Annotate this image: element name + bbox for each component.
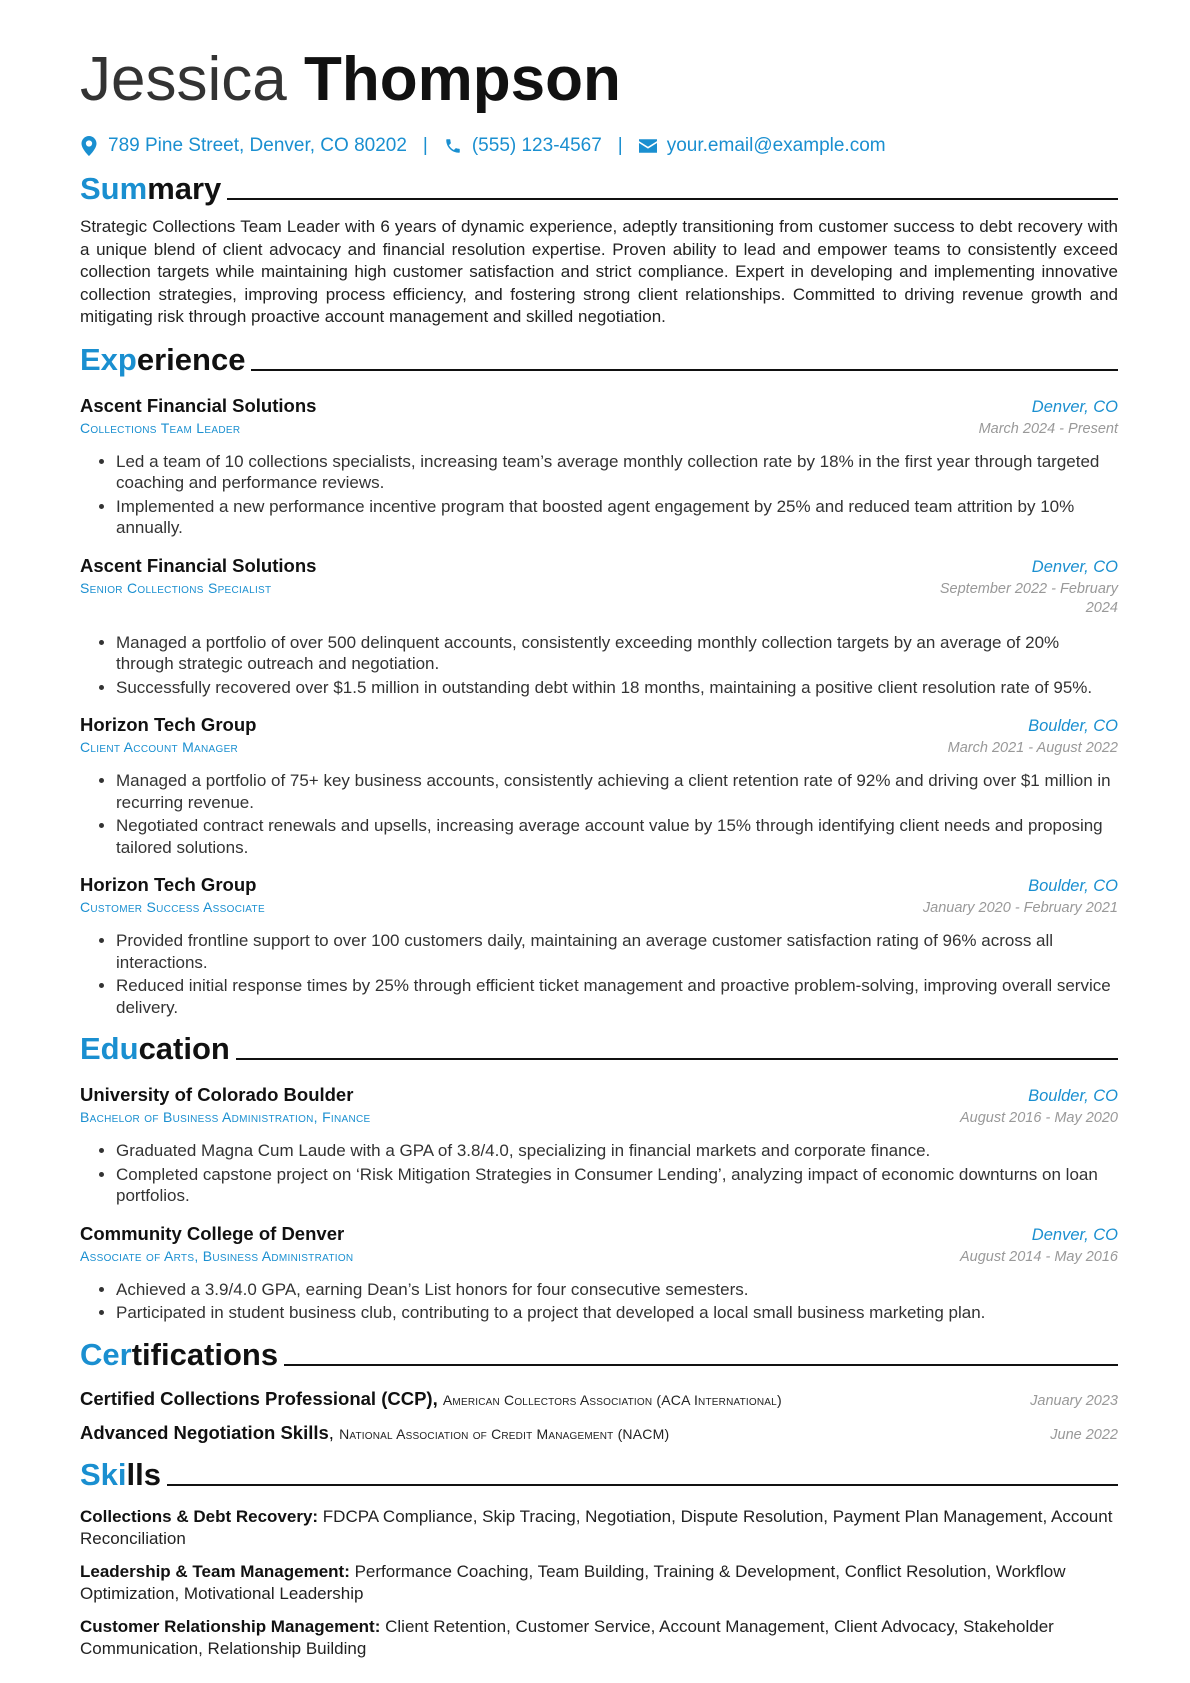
bullet-item: • Managed a portfolio of over 500 delinquent accounts, consistently exceeding monthly collection targets by an average of 20% through strategic outreach and negotiation. [116, 632, 1118, 675]
bullet-item: • Led a team of 10 collections specialists, increasing team’s average monthly collection rate by 18% in the first year through targeted coaching and performance reviews. [116, 451, 1118, 494]
skill-group [80, 1561, 1118, 1606]
institution: Community College of Denver [80, 1222, 345, 1244]
experience-entry [80, 714, 1118, 858]
education-entry [80, 1223, 1118, 1324]
location: Denver, CO [1031, 1225, 1118, 1244]
phone-text[interactable]: (555) 123-4567 [471, 135, 602, 156]
email-link[interactable]: your.email@example.com [666, 135, 886, 156]
location: Boulder, CO [1028, 1087, 1118, 1105]
section-rule [236, 1058, 1118, 1060]
bullet-item: • Participated in student business club, contributing to a project that developed a local small business marketing plan. [116, 1302, 1118, 1324]
education-entry [80, 1084, 1118, 1207]
email-item[interactable] [639, 135, 886, 157]
bullet-item: • Successfully recovered over $1.5 million in outstanding debt within 18 months, maintaining a positive client resolution rate of 95%. [116, 677, 1118, 699]
experience-entry [80, 874, 1118, 1018]
bullet-list [80, 1279, 1118, 1324]
experience-entry [80, 555, 1118, 699]
organization: Horizon Tech Group [80, 874, 257, 895]
organization: Ascent Financial Solutions [80, 394, 317, 416]
phone-item[interactable] [444, 135, 602, 157]
skill-list: Performance Coaching, Team Building, Training & Development, Conflict Resolution, Workflow Optimization, Motivational Leadership [80, 1561, 1066, 1603]
location: Boulder, CO [1028, 717, 1118, 735]
section-title: Summary [80, 171, 222, 206]
section-rule [251, 369, 1118, 371]
skill-group [80, 1506, 1118, 1551]
bullet-item: • Provided frontline support to over 100 customers daily, maintaining an average customer satisfaction rating of 96% across all interactions. [116, 930, 1118, 973]
degree: Bachelor of Business Administration, Finance [80, 1109, 371, 1125]
location: Denver, CO [1031, 557, 1118, 576]
bullet-list [80, 451, 1118, 539]
section-title: Experience [80, 341, 246, 377]
address-item [80, 135, 407, 157]
organization: Ascent Financial Solutions [80, 554, 317, 576]
bullet-item: • Reduced initial response times by 25% through efficient ticket management and proactive problem-solving, improving overall service delivery. [116, 975, 1118, 1018]
section-rule [227, 198, 1118, 200]
skill-category: Collections & Debt Recovery: [80, 1506, 319, 1526]
certification-date: June 2022 [1050, 1426, 1118, 1443]
contact-bar [80, 134, 1118, 158]
skill-group [80, 1616, 1118, 1661]
location: Boulder, CO [1028, 877, 1118, 895]
certification-item: Certified Collections Professional (CCP), American Collectors Association (ACA International) January 2023 [80, 1387, 1118, 1409]
first-name: Jessica [80, 45, 287, 114]
phone-icon [444, 136, 462, 156]
bullet-list [80, 930, 1118, 1018]
section-header-certifications [80, 1338, 1118, 1372]
date-range: August 2016 - May 2020 [960, 1110, 1118, 1126]
skill-list: FDCPA Compliance, Skip Tracing, Negotiation, Dispute Resolution, Payment Plan Management, Account Reconciliation [80, 1506, 1113, 1548]
bullet-item: • Implemented a new performance incentive program that boosted agent engagement by 25% and reduced team attrition by 10% annually. [116, 496, 1118, 539]
map-marker-icon [80, 136, 98, 156]
envelope-icon [639, 136, 657, 156]
certification-date: January 2023 [1030, 1392, 1118, 1409]
certification-item: Advanced Negotiation Skills, National Association of Credit Management (NACM) June 2022 [80, 1421, 1118, 1443]
date-range: September 2022 - February 2024 [939, 580, 1118, 616]
section-title: Skills [80, 1456, 161, 1492]
skill-category: Customer Relationship Management: [80, 1616, 381, 1636]
organization: Horizon Tech Group [80, 714, 257, 735]
experience-entry [80, 395, 1118, 539]
certification-issuer: American Collectors Association (ACA International) [442, 1391, 782, 1408]
date-range: March 2024 - Present [978, 420, 1118, 437]
date-range: March 2021 - August 2022 [947, 740, 1118, 756]
bullet-item: • Negotiated contract renewals and upsells, increasing average account value by 15% through identifying client needs and proposing tailored solutions. [116, 815, 1118, 858]
contact-separator: | [617, 135, 623, 156]
section-header-experience [80, 343, 1118, 377]
section-rule [167, 1484, 1118, 1486]
job-title: Senior Collections Specialist [80, 579, 272, 596]
job-title: Collections Team Leader [80, 419, 241, 436]
section-header-summary [80, 172, 1118, 206]
bullet-item: • Graduated Magna Cum Laude with a GPA of 3.8/4.0, specializing in financial markets and corporate finance. [116, 1140, 1118, 1162]
bullet-list [80, 1140, 1118, 1207]
section-header-skills [80, 1458, 1118, 1492]
bullet-list [80, 632, 1118, 699]
bullet-list [80, 770, 1118, 858]
resume-page [80, 0, 1118, 1661]
skill-category: Leadership & Team Management: [80, 1561, 350, 1581]
date-range: January 2020 - February 2021 [922, 900, 1118, 916]
section-title: Education [80, 1031, 230, 1066]
certification-name: Advanced Negotiation Skills [80, 1421, 329, 1443]
section-title: Certifications [80, 1336, 279, 1372]
contact-separator: | [422, 135, 428, 156]
last-name: Thompson [303, 45, 621, 114]
institution: University of Colorado Boulder [80, 1084, 354, 1105]
section-header-education [80, 1032, 1118, 1066]
address-text: 789 Pine Street, Denver, CO 80202 [108, 135, 407, 156]
location: Denver, CO [1031, 397, 1118, 416]
certification-issuer: National Association of Credit Management (NACM) [339, 1425, 670, 1442]
date-range: August 2014 - May 2016 [960, 1248, 1118, 1265]
bullet-item: • Achieved a 3.9/4.0 GPA, earning Dean’s List honors for four consecutive semesters. [116, 1279, 1118, 1301]
section-rule [284, 1364, 1118, 1366]
skill-list: Client Retention, Customer Service, Account Management, Client Advocacy, Stakeholder Communication, Relationship Building [80, 1616, 1054, 1658]
candidate-name [80, 44, 1118, 116]
bullet-item: • Completed capstone project on ‘Risk Mitigation Strategies in Consumer Lending’, analyzing impact of economic downturns on loan portfolios. [116, 1164, 1118, 1207]
certification-name: Certified Collections Professional (CCP) [80, 1387, 433, 1409]
bullet-item: • Managed a portfolio of 75+ key business accounts, consistently achieving a client retention rate of 92% and driving over $1 million in recurring revenue. [116, 770, 1118, 813]
job-title: Customer Success Associate [80, 899, 265, 915]
job-title: Client Account Manager [80, 739, 239, 755]
summary-text: Strategic Collections Team Leader with 6 years of dynamic experience, adeptly transitioning from customer success to debt recovery with a unique blend of client advocacy and financial resolution expertise. Proven ability to lead and empower teams to consistently exceed collection targets while maintaining high customer satisfaction and strict compliance. Expert in developing and implementing innovative collection strategies, improving process efficiency, and fostering strong client relationships. Committed to driving revenue growth and mitigating risk through proactive account management and skilled negotiation. [80, 217, 1118, 326]
degree: Associate of Arts, Business Administration [80, 1247, 354, 1264]
